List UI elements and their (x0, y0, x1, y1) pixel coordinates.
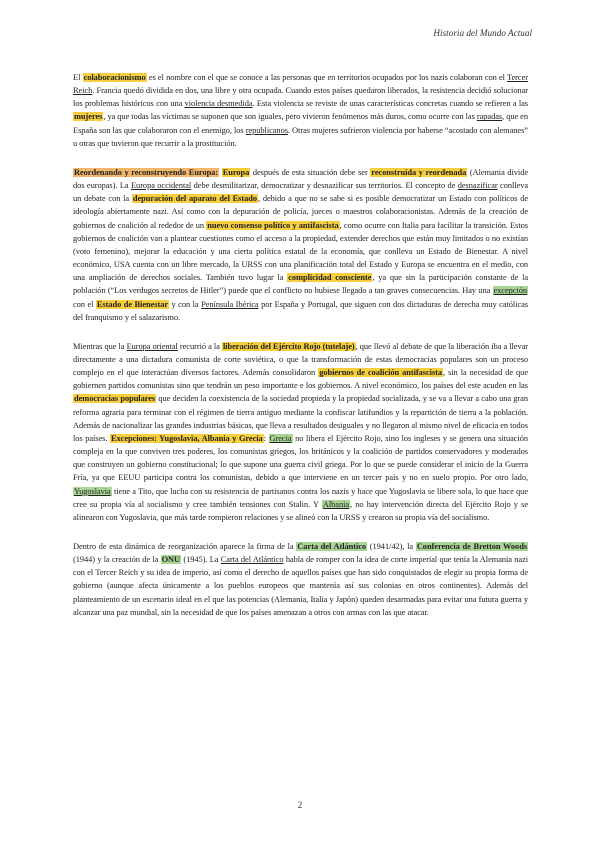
emphasized-text: liberación del Ejército Rojo (tutelaje) (222, 341, 355, 351)
text-run: , sin la necesidad de que gobiernen partidos comunistas sino que tendrán un peso importante e los gobiernos. A nivel económico, los países del este acuden en las (73, 368, 528, 391)
emphasized-text: reconstruida y reordenada (371, 167, 467, 177)
text-run: debe desmilitarizar, democratizar y desnazificar sus territorios. El concepto de (191, 181, 458, 191)
emphasized-text: Albania (322, 499, 350, 509)
text-run: habla de romper con la idea de corte imperial que tenía la Alemania nazi con el Tercer Reich y su idea de imperio, así como el derecho de aquellos países que han sido conquistados de elegir su propia forma de gobierno (aunque afecta únicamente a los pueblos europeos que mantenía así sus colonias en otros continentes). Además del planteamiento de un escenario ideal en el que las potencias (Alemania, Italia y Japón) queden desarmadas para evitar una futura guerra y alcanzar una paz mundial, sin la necesidad de que los países amenazan a otros con armas con las que atacar. (73, 555, 528, 617)
text-run: recurrió a la (177, 341, 222, 351)
emphasized-text: Reordenando y reconstruyendo Europa: (74, 167, 219, 177)
emphasized-text: ONU (161, 555, 181, 565)
text-run: (1944) y la creación de la (73, 555, 161, 565)
emphasized-text: rapadas (476, 112, 503, 122)
text-run: , ya que sin la participación constante de la población (“Los verdugos secretos de Hitler”) puede que el conflicto no hubiese llegado a tan graves consecuencias. Hay una (73, 273, 529, 296)
text-run: (1945). La (181, 555, 221, 565)
emphasized-text: depuración del aparato del Estado (132, 194, 258, 204)
text-run: no libera el Ejército Rojo, sino los ingleses y se genera una situación compleja en la que conviven tres poderes, los comunistas griegos, los británicos y la coalición de partidos conservadores y moderados que construyen un gobierno constitucional; lo que supone una guerra civil griega. Por lo que se puede considerar el inicio de la Guerra Fría, ya que EEUU participa contra los comunistas, debido a que interviene en un tercer país y no en suelo propio. Por otro lado, (73, 433, 528, 483)
text-run: . Otras mujeres sufrieron violencia por haberse “acostado con alemanes” u otras que tuvieron que recurrir a la prostitución. (73, 125, 528, 148)
text-run: , debido a que no se sabe si es posible democratizar un Estado con políticos de ideología abiertamente nazi. Así como con la depuración de policía, jueces o maestros colaboracionistas. Además de la creación de gobiernos de coalición al rededor de un (73, 194, 529, 230)
text-run: que deciden la coexistencia de la sociedad propieda y la propiedad socializada, y se va a llevar a cabo una gran reforma agraria para terminar con el régimen de tierra antiguo mediante la confiscar latifundios y la repartición de tierra a la población. Además de nacionalizar las grandes industrias básicas, que lleva a resultados desiguales y no llegaron al mismo nivel de eficacia en todos los países. (73, 394, 528, 443)
text-run: con el (73, 299, 96, 309)
text-run: (Alemania divide dos europas). La (73, 167, 528, 191)
document-body (73, 71, 528, 635)
emphasized-text: Grecia (269, 433, 292, 443)
emphasized-text: violencia desmedida (184, 99, 253, 109)
emphasized-text: desnazificar (457, 181, 498, 191)
emphasized-text: Estado de Bienestar (96, 299, 169, 309)
emphasized-text: democracias populares (74, 394, 156, 404)
emphasized-text: Excepciones: Yugoslavia, Albania y Grecia (110, 433, 263, 443)
emphasized-text: Yugoslavia (74, 486, 111, 496)
paragraph-reconstruccion-europa (73, 166, 528, 324)
text-run: , que llevó al debate de que la liberación iba a llevar directamente a una dictadura comunista de corte soviética, o que la transformación de estas democracias populares son un proceso complejo en el que interactúan diversos factores. Además consolidaron (73, 341, 529, 378)
paragraph-carta-atlantico (73, 540, 528, 619)
text-run: (1941/42), la (367, 542, 416, 551)
text-run: conlleva un debate con la (73, 181, 529, 204)
emphasized-text: excepción (493, 286, 527, 296)
text-run: . Esta violencia se reviste de unas características concretas cuando se refieren a las (252, 99, 529, 109)
paragraph-europa-oriental (73, 340, 528, 524)
text-run: . Francia quedó dividida en dos, una libre y otra ocupada. Cuando estos países quedaron liberados, la resistencia decidió solucionar los problemas históricos con una (73, 86, 528, 109)
text-run: , que en España son las que colaboraron con el enemigo, los (73, 112, 528, 135)
emphasized-text: Tercer Reich (73, 73, 528, 96)
text-run: es el nombre con el que se conoce a las personas que en territorios ocupados por los nazis colaboran con el (146, 73, 508, 82)
text-run: tiene a Tito, que lucha con su resistencia de partisanos contra los nazis y hace que Yugoslavia se libere sola, lo que hace que cree su propia vía al socialismo y cree también tensiones con Stalin. Y (73, 486, 528, 509)
emphasized-text: Carta del Atlántico (297, 542, 367, 551)
emphasized-text: gobiernos de coalición antifascista (319, 368, 443, 378)
emphasized-text: Península Ibérica (201, 299, 259, 309)
text-run: y con la (169, 299, 202, 309)
emphasized-text: mujeres (74, 112, 103, 122)
emphasized-text: Europa occidental (130, 181, 192, 191)
text-run: Dentro de esta dinámica de reorganización aparece la firma de la (73, 542, 297, 551)
emphasized-text: republicanos (245, 125, 288, 135)
text-run: por España y Portugal, que siguen con dos dictaduras de derecha muy católicas del franquismo y el salazarismo. (73, 299, 529, 322)
emphasized-text: complicidad consciente (288, 273, 372, 283)
emphasized-text: colaboracionismo (83, 73, 146, 82)
text-run: : (263, 433, 269, 443)
paragraph-colaboracionismo (73, 71, 528, 150)
page-number: 2 (297, 800, 303, 810)
text-run: , ya que todas las víctimas se suponen que son iguales, pero vivieron fenómenos más duros, como ocurre con las (103, 112, 477, 122)
emphasized-text: Europa oriental (126, 341, 178, 351)
page-header-title: Historia del Mundo Actual (433, 28, 532, 38)
emphasized-text: Carta del Atlántico (220, 555, 284, 565)
emphasized-text: Conferencia de Bretton Woods (416, 542, 528, 551)
text-run: Mientras que la (73, 341, 127, 351)
text-run: El (73, 73, 83, 82)
emphasized-text: nuevo consenso político y antifascista (207, 220, 339, 230)
text-run: , como ocurre con Italia para facilitar la transición. Estos gobiernos de coalición van a plantear cuestiones como el acceso a la propiedad, extender derechos que están muy limitados o no existían (voto femenino), mejorar la educación y una cierta política estatal de la economía, que conlleva un Estado de Bienestar. A nivel económico, USA cuenta con un libre mercado, la URSS con una planificación total del Estado y Europa se encuentra en el medio, con una ampliación de derechos sociales. También tuvo lugar la (73, 220, 529, 283)
text-run: después de esta situación debe ser (250, 167, 371, 177)
text-run: , no hay intervención directa del Ejército Rojo y se alinearon con Yugoslavia, que más tarde rompieron relaciones y se alineó con la URSS y crearon su propia vía del socialismo. (73, 499, 528, 522)
emphasized-text: Europa (222, 167, 250, 177)
